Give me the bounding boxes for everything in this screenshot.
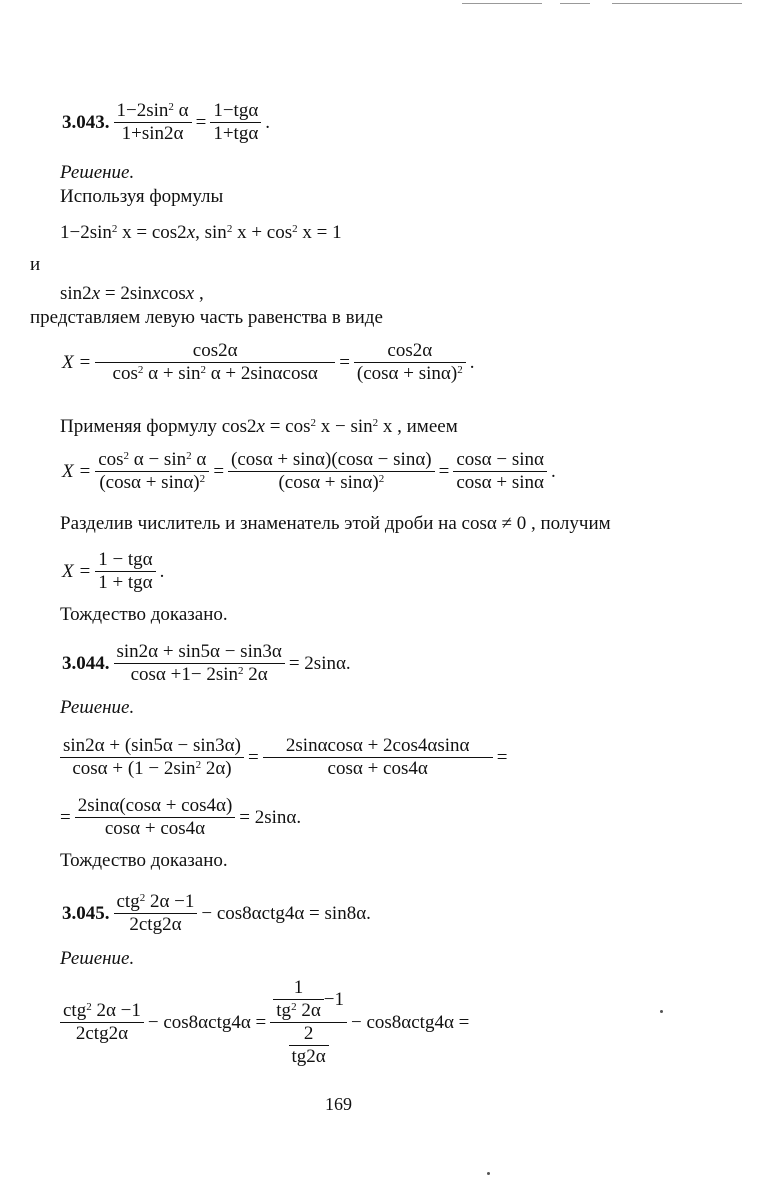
fraction: $\frac{2}{tg2\alpha}$ (289, 1023, 329, 1068)
fraction: $\frac{\cos\alpha - \sin\alpha}{\cos\alpha + \sin\alpha}$ (453, 449, 547, 494)
formula-line: $1-2\sin^2$ x = cos2x, $\sin^2 x + \cos^2 x = 1$ (60, 222, 342, 243)
text-line: Применяя формулу $\cos 2x = \cos^2 x - \sin^2 x$ , имеем (60, 416, 458, 437)
fraction: $\frac{(\cos\alpha + \sin\alpha)(\cos\alpha - \sin\alpha)}{(\cos\alpha + \sin\alpha)^2}$ (228, 449, 435, 494)
solution-heading: Решение. (60, 697, 135, 718)
equation-045: $\frac{ctg^2 2\alpha -1}{\text{2ctg2α}}$ − cos8αctg4α = $\frac{1}{tg^2 2\alpha}$ −1 $\frac{2}{tg2\alpha}$ − cos8αctg4α = (58, 977, 471, 1068)
fraction: $\frac{\sin 2\alpha + (\sin 5\alpha - \sin 3\alpha)}{\cos\alpha + (1 - 2\sin^2 2\alpha)}$ (60, 735, 244, 780)
problem-3-045: 3.045. $\frac{ctg^2 2\alpha -1}{\text{2ctg2α}}$ − cos8αctg4α = sin8α. (62, 891, 371, 935)
text-line: Тождество доказано. (60, 604, 228, 625)
page-number: 169 (325, 1094, 352, 1114)
scan-artifact-dot (660, 1010, 663, 1013)
problem-3-043: 3.043. $\frac{1-2\sin^2 \alpha}{1+\sin 2\alpha}$ = $\frac{\text{1−tgα}}{\text{1+tgα}}$ . (62, 100, 271, 144)
fraction: $\frac{2\sin\alpha\cos\alpha + 2\cos 4\alpha\sin\alpha}{\cos\alpha + \cos 4\alpha}$ (263, 735, 493, 780)
text-line: и (30, 254, 41, 275)
problem-number: 3.043. (62, 111, 110, 133)
equation-044-b: = $\frac{2\sin\alpha(\cos\alpha + \cos 4\alpha)}{\cos\alpha + \cos 4\alpha}$ = 2sinα. (60, 795, 302, 839)
equation-x2: X = $\frac{\cos^2 \alpha - \sin^2 \alpha}{(\cos\alpha + \sin\alpha)^2}$ = $\frac{(\cos\alpha + \sin\alpha)(\cos\alpha - \sin\alpha)}{(\cos\alpha + \sin\alpha)^2}$ = $\frac{\cos\alpha - \sin\alpha}{\cos\alpha + \sin\alpha}$ . (62, 449, 556, 493)
fraction: $\frac{\cos 2\alpha}{\cos^2 \alpha + \sin^2 \alpha + 2\sin\alpha\cos\alpha}$ (95, 340, 335, 385)
fraction: $\frac{\text{1 − tgα}}{\text{1 + tgα}}$ (95, 549, 155, 594)
solution-heading: Решение. (60, 162, 135, 183)
fraction: $\frac{\sin 2\alpha + \sin 5\alpha - \sin 3\alpha}{\cos\alpha +1- 2\sin^2 2\alpha}$ (114, 641, 285, 686)
scan-artifact-line (612, 3, 742, 4)
scan-artifact-line (462, 3, 542, 4)
scan-artifact-line (560, 3, 590, 4)
fraction: $\frac{\cos^2 \alpha - \sin^2 \alpha}{(\cos\alpha + \sin\alpha)^2}$ (95, 449, 209, 494)
equation-044-a: $\frac{\sin 2\alpha + (\sin 5\alpha - \sin 3\alpha)}{\cos\alpha + (1 - 2\sin^2 2\alpha)}$ = $\frac{2\sin\alpha\cos\alpha + 2\cos 4\alpha\sin\alpha}{\cos\alpha + \cos 4\alpha}$ = (58, 735, 509, 780)
fraction: $\frac{1-2\sin^2 \alpha}{1+\sin 2\alpha}$ (114, 100, 192, 145)
fraction: $\frac{\cos 2\alpha}{(\cos\alpha + \sin\alpha)^2}$ (354, 340, 466, 385)
problem-number: 3.044. (62, 652, 110, 674)
text-line: представляем левую часть равенства в виде (30, 307, 383, 328)
fraction: $\frac{2\sin\alpha(\cos\alpha + \cos 4\alpha)}{\cos\alpha + \cos 4\alpha}$ (75, 795, 236, 840)
solution-heading: Решение. (60, 948, 135, 969)
formula-line: sin2x = 2sinxcosx , (60, 283, 204, 304)
text-line: Разделив числитель и знаменатель этой дроби на cosα ≠ 0 , получим (60, 513, 611, 534)
fraction: $\frac{ctg^2 2\alpha -1}{\text{2ctg2α}}$ (60, 1000, 144, 1045)
complex-fraction: $\frac{1}{tg^2 2\alpha}$ −1 $\frac{2}{tg2\alpha}$ (270, 977, 347, 1068)
equation-x1: X = $\frac{\cos 2\alpha}{\cos^2 \alpha + \sin^2 \alpha + 2\sin\alpha\cos\alpha}$ = $\frac{\cos 2\alpha}{(\cos\alpha + \sin\alpha)^2}$ . (62, 340, 475, 384)
problem-number: 3.045. (62, 902, 110, 924)
fraction: $\frac{ctg^2 2\alpha -1}{\text{2ctg2α}}$ (114, 891, 198, 936)
fraction: $\frac{1}{tg^2 2\alpha}$ (273, 977, 324, 1022)
scan-artifact-dot (487, 1172, 490, 1175)
fraction: $\frac{\text{1−tgα}}{\text{1+tgα}}$ (210, 100, 261, 145)
equation-x3: X = $\frac{\text{1 − tgα}}{\text{1 + tgα}}$ . (62, 549, 165, 593)
text-line: Тождество доказано. (60, 850, 228, 871)
text-line: Используя формулы (60, 186, 224, 207)
problem-3-044: 3.044. $\frac{\sin 2\alpha + \sin 5\alpha - \sin 3\alpha}{\cos\alpha +1- 2\sin^2 2\alpha}$ = 2sinα. (62, 641, 351, 685)
